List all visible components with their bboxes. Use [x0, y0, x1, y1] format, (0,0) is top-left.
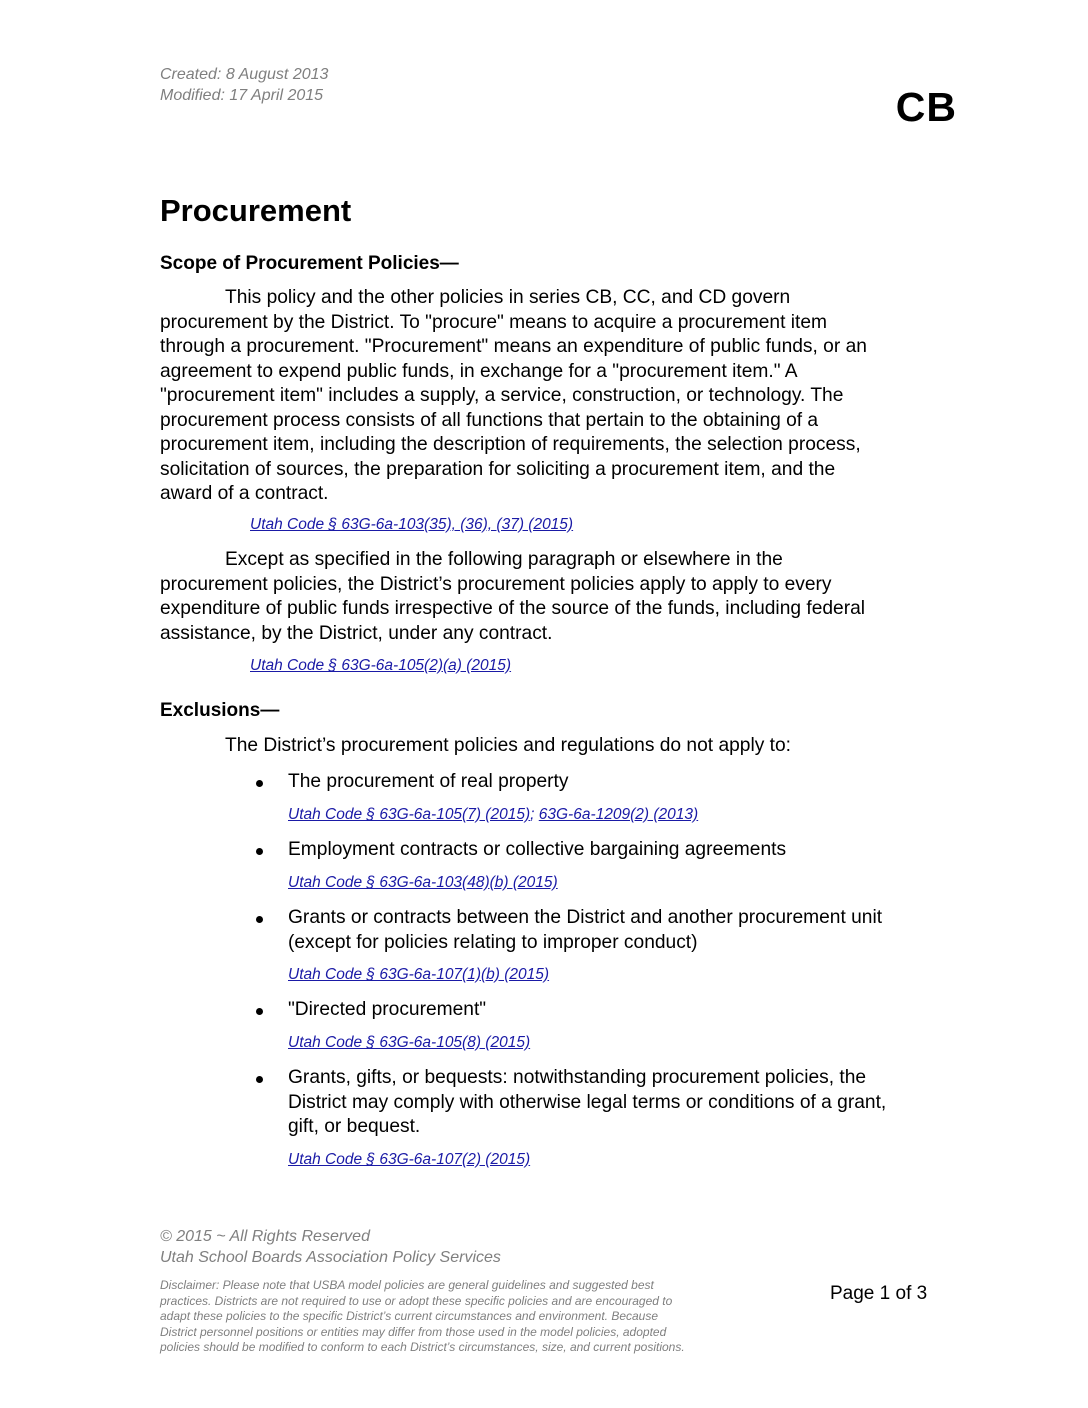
paragraph-line: procurement by the District. To "procure" means to acquire a procurement item [160, 311, 827, 333]
scope-paragraph-2 [160, 548, 960, 646]
citation-link[interactable]: 63G-6a-1209(2) (2013) [538, 806, 699, 823]
paragraph-line: procurement policies, the District’s procurement policies apply to apply to every [160, 573, 832, 595]
paragraph-line: procurement item, including the description of requirements, the selection process, [160, 434, 861, 455]
exclusion-item [288, 838, 786, 863]
organization: Utah School Boards Association Policy Services [160, 1249, 501, 1266]
exclusion-item [288, 998, 486, 1023]
exclusion-item [288, 1066, 886, 1140]
disclaimer-line: Disclaimer: Please note that USBA model policies are general guidelines and suggested best [160, 1278, 654, 1292]
item-line: "Directed procurement" [288, 999, 487, 1020]
paragraph-line: expenditure of public funds irrespective of the source of the funds, including federal [160, 598, 866, 619]
disclaimer [160, 1278, 800, 1356]
policy-code: CB [895, 84, 957, 130]
citation[interactable] [250, 656, 511, 676]
citation[interactable] [288, 965, 549, 985]
scope-heading: Scope of Procurement Policies— [160, 253, 459, 274]
disclaimer-line: practices. Districts are not required to use or adopt these specific policies and are encouraged to [160, 1293, 673, 1308]
modified-date: Modified: 17 April 2015 [160, 87, 324, 104]
disclaimer-line: policies should be modified to conform to each District’s circumstances, size, and current positions. [160, 1340, 685, 1354]
bullet-dot [256, 916, 263, 923]
paragraph-line: "procurement item" includes a supply, a service, construction, or technology. The [160, 385, 844, 406]
citation-link[interactable]: Utah Code § 63G-6a-105(2)(a) (2015) [250, 657, 512, 674]
exclusion-item [288, 906, 882, 955]
scope-paragraph-1 [160, 286, 960, 507]
paragraph-line: through a procurement. "Procurement" means an expenditure of public funds, or an [160, 336, 867, 357]
citation[interactable] [288, 873, 558, 893]
paragraph-line: assistance, by the District, under any contract. [160, 622, 553, 644]
citation[interactable] [250, 515, 573, 535]
item-line: Grants, gifts, or bequests: notwithstanding procurement policies, the [288, 1067, 867, 1088]
bullet-dot [256, 1008, 263, 1015]
exclusions-heading: Exclusions— [160, 700, 280, 721]
citation-link[interactable]: Utah Code § 63G-6a-107(2) (2015) [288, 1151, 531, 1168]
citation-link[interactable]: Utah Code § 63G-6a-107(1)(b) (2015) [288, 966, 550, 983]
bullet-dot [256, 848, 263, 855]
document-dates [160, 64, 328, 106]
citation-link[interactable]: Utah Code § 63G-6a-105(8) (2015) [288, 1034, 531, 1051]
bullet-dot [256, 1076, 263, 1083]
page-number: Page 1 of 3 [830, 1283, 928, 1304]
item-line: District may comply with otherwise legal terms or conditions of a grant, [288, 1091, 887, 1113]
paragraph-line: Except as specified in the following paragraph or elsewhere in the [225, 549, 783, 570]
item-line: Employment contracts or collective bargaining agreements [288, 839, 787, 860]
citation[interactable] [288, 805, 698, 825]
citation[interactable] [288, 1150, 530, 1170]
copyright: © 2015 ~ All Rights Reserved [160, 1228, 370, 1245]
paragraph-line: agreement to expend public funds, in exchange for a "procurement item." A [160, 360, 798, 382]
exclusions-intro [160, 734, 960, 759]
disclaimer-line: adapt these policies to the specific District’s current circumstances and environment. Because [160, 1309, 659, 1323]
item-line: The procurement of real property [288, 771, 569, 792]
bullet-dot [256, 780, 263, 787]
item-line: gift, or bequest. [288, 1116, 421, 1137]
paragraph-line: This policy and the other policies in series CB, CC, and CD govern [225, 287, 791, 308]
item-line: Grants or contracts between the District and another procurement unit [288, 907, 883, 928]
page-title: Procurement [160, 193, 352, 228]
citation-separator: ; [530, 806, 539, 823]
exclusion-item [288, 770, 569, 795]
paragraph-line: The District’s procurement policies and regulations do not apply to: [225, 735, 791, 756]
paragraph-line: award of a contract. [160, 483, 329, 504]
item-line: (except for policies relating to improper conduct) [288, 931, 698, 953]
footer-credits [160, 1226, 501, 1268]
citation-link[interactable]: Utah Code § 63G-6a-105(7) (2015) [288, 806, 531, 823]
paragraph-line: procurement process consists of all functions that pertain to the obtaining of a [160, 409, 819, 431]
citation-link[interactable]: Utah Code § 63G-6a-103(35), (36), (37) (2015) [250, 516, 574, 533]
citation[interactable] [288, 1033, 530, 1053]
citation-link[interactable]: Utah Code § 63G-6a-103(48)(b) (2015) [288, 874, 558, 891]
paragraph-line: solicitation of sources, the preparation for soliciting a procurement item, and the [160, 458, 836, 480]
created-date: Created: 8 August 2013 [160, 66, 329, 83]
disclaimer-line: District personnel positions or entities may differ from those used in the model policies, adopted [160, 1324, 667, 1339]
